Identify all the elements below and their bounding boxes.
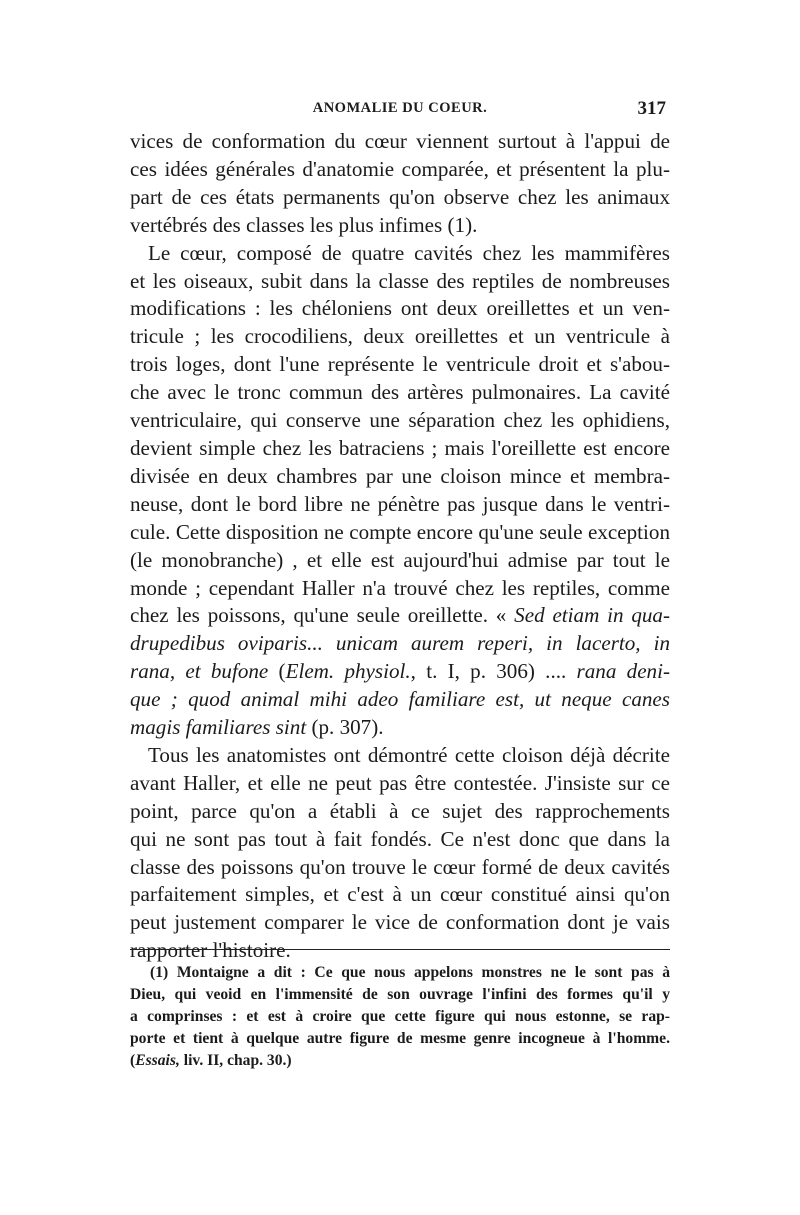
text-line: devient simple chez les batraciens ; mais l'oreillette est encore xyxy=(130,435,670,460)
text-line: rapporter l'histoire. xyxy=(130,938,291,963)
paragraph-3 xyxy=(130,742,670,965)
text-line: vices de conformation du cœur viennent surtout à l'appui de xyxy=(130,129,670,153)
text-line: Tous les anatomistes ont démontré cette cloison déjà décrite xyxy=(148,742,670,767)
footnote-line: Dieu, qui veoid en l'immensité de son ouvrage l'infini des formes qu'il y xyxy=(130,986,670,1003)
text-line: ces idées générales d'anatomie comparée, et présentent la plu- xyxy=(130,156,670,181)
running-title: ANOMALIE DU COEUR. xyxy=(312,100,488,116)
text-line: point, parce qu'on a établi à ce sujet des rapprochements xyxy=(130,798,670,823)
text-line: vertébrés des classes les plus infimes (1). xyxy=(130,212,478,237)
footnote-separator xyxy=(130,949,670,950)
text-line: divisée en deux chambres par une cloison mince et membra- xyxy=(130,463,670,488)
text-line: (le monobranche) , et elle est aujourd'hui admise par tout le xyxy=(130,547,670,572)
footnote-line: (Essais, liv. II, chap. 30.) xyxy=(130,1052,292,1069)
citation-title: Essais, xyxy=(135,1052,180,1069)
latin-quote: rana, et bufone xyxy=(130,659,269,684)
text-line: modifications : les chéloniens ont deux oreillettes et un ven- xyxy=(130,296,670,321)
text-line: monde ; cependant Haller n'a trouvé chez les reptiles, comme xyxy=(130,575,670,600)
text-line: tricule ; les crocodiliens, deux oreillettes et un ventricule à xyxy=(130,324,670,349)
text-line: Le cœur, composé de quatre cavités chez les mammifères xyxy=(148,240,670,265)
footnote-line: porte et tient à quelque autre figure de mesme genre incogneue à l'homme. xyxy=(130,1030,670,1047)
footnote xyxy=(130,962,670,1072)
latin-quote: magis familiares sint xyxy=(130,715,307,740)
paragraph-1 xyxy=(130,128,670,240)
paragraph-2 xyxy=(130,240,670,742)
running-header xyxy=(130,100,670,126)
text-line: peut justement comparer le vice de conformation dont je vais xyxy=(130,910,670,935)
text-line: parfaitement simples, et c'est à un cœur constitué ainsi qu'on xyxy=(130,882,670,907)
text-line: magis familiares sint (p. 307). xyxy=(130,715,384,740)
text-line: classe des poissons qu'on trouve le cœur formé de deux cavités xyxy=(130,854,670,879)
footnote-line: (1) Montaigne a dit : Ce que nous appelons monstres ne le sont pas à xyxy=(150,964,670,981)
text-line: neuse, dont le bord libre ne pénètre pas jusque dans le ventri- xyxy=(130,491,670,516)
latin-quote: Sed etiam in qua- xyxy=(514,603,670,628)
text-line: chez les poissons, qu'une seule oreillette. « Sed etiam in qua- xyxy=(130,603,670,628)
text-line: ventriculaire, qui conserve une séparation chez les ophidiens, xyxy=(130,408,670,433)
citation-title: Elem. physiol. xyxy=(285,659,411,684)
text-line: rana, et bufone (Elem. physiol., t. I, p. 306) .... rana deni- xyxy=(130,659,670,684)
latin-quote: rana deni- xyxy=(576,659,670,684)
page-number: 317 xyxy=(637,98,666,119)
text-line: avant Haller, et elle ne peut pas être contestée. J'insiste sur ce xyxy=(130,770,670,795)
text-line: che avec le tronc commun des artères pulmonaires. La cavité xyxy=(130,380,670,405)
text-line: trois loges, dont l'une représente le ventricule droit et s'abou- xyxy=(130,352,670,377)
text-line: qui ne sont pas tout à fait fondés. Ce n'est donc que dans la xyxy=(130,826,670,851)
text-line: et les oiseaux, subit dans la classe des reptiles de nombreuses xyxy=(130,268,670,293)
body-text xyxy=(130,128,670,965)
latin-quote-line: drupedibus oviparis... unicam aurem reperi, in lacerto, in xyxy=(130,631,670,656)
text-line: part de ces états permanents qu'on observe chez les animaux xyxy=(130,184,670,209)
text-line: cule. Cette disposition ne compte encore qu'une seule exception xyxy=(130,519,670,544)
latin-quote-line: que ; quod animal mihi adeo familiare est, ut neque canes xyxy=(130,687,670,712)
footnote-line: a comprinses : et est à croire que cette figure qui nous estonne, se rap- xyxy=(130,1008,670,1025)
